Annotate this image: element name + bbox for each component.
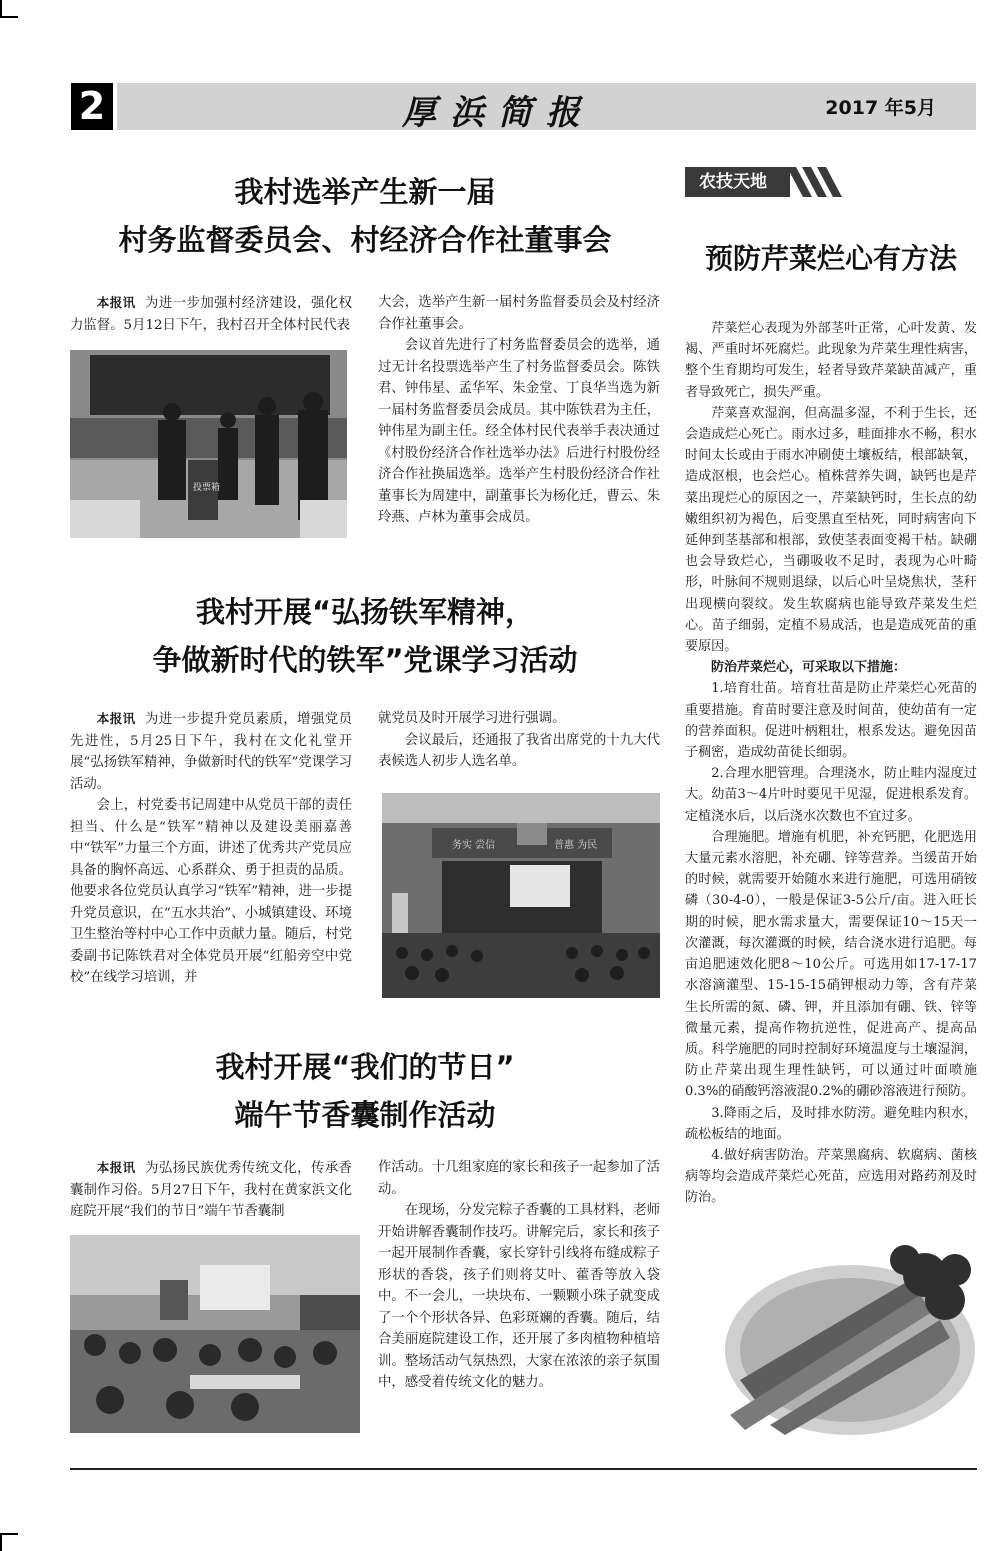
celery-image (700, 1240, 977, 1435)
sidebar-title: 预防芹菜烂心有方法 (704, 242, 957, 275)
article1-title-line2: 村务监督委员会、村经济合作社董事会 (118, 223, 612, 257)
article2-col1-text (70, 708, 352, 989)
issue-date: 2017 年5月 (825, 97, 936, 119)
article3-title (70, 1043, 660, 1139)
article3-title-line1: 我村开展“我们的节日” (215, 1050, 515, 1084)
article1-col2-text (378, 292, 660, 529)
measures-heading: 防治芹菜烂心，可采取以下措施： (711, 660, 907, 676)
article1-para: 为进一步加强村经济建设，强化权力监督。5月12日下午，我村召开全体村民代表 (70, 296, 352, 333)
article2-photo-lecture (382, 793, 660, 998)
sidebar-text (685, 318, 977, 1209)
masthead-bar (117, 83, 976, 133)
measure-2: 2.合理水肥管理。合理浇水，防止畦内湿度过大。幼苗3～4片叶时要见干见湿，促进根系发育。定植浇水后，以后浇水次数也不宜过多。 (685, 766, 977, 824)
celery-illustration (700, 1240, 977, 1435)
voting-photo-image (70, 350, 347, 538)
sidebar-para1: 芹菜烂心表现为外部茎叶正常，心叶发黄、发褐、严重时坏死腐烂。此现象为芹菜生理性病害，整个生育期均可发生，轻者导致芹菜缺苗减产，重者导致死亡，损失严重。 (685, 321, 977, 400)
article1-col1-text (70, 292, 352, 336)
article1-title (70, 168, 660, 264)
byline: 本报讯 (96, 711, 136, 726)
sidebar-para2: 芹菜喜欢湿润，但高温多湿，不利于生长，还会造成烂心死亡。雨水过多，畦面排水不畅，积水时间太长或由于雨水冲刷使土壤板结，根部缺氧，造成沤根，也会烂心。植株营养失调，缺钙也是芹菜出现烂心的原因之一，芹菜缺钙时，生长点的幼嫩组织初为褐色，后变黑直至枯死，同时病害向下延伸到茎基部和根部，致使茎表面变褐干枯。缺硼也会导致烂心，当硼吸收不足时，表现为心叶畸形，叶脉间不规则退绿，以后心叶呈烧焦状，茎秆出现横向裂纹。发生软腐病也能导致芹菜发生烂心。苗子细弱，定植不易成活，也是造成死苗的重要原因。 (685, 405, 977, 655)
article1-title-line1: 我村选举产生新一届 (234, 175, 496, 209)
crop-mark (0, 1533, 2, 1551)
byline: 本报讯 (96, 295, 136, 310)
crop-mark (0, 16, 18, 18)
article3-col2-text (378, 1157, 660, 1394)
lecture-banner-right: 普惠 为民 (554, 840, 598, 851)
article2-col2-para2: 会议最后，还通报了我省出席党的十九大代表候选人初步人选名单。 (378, 732, 660, 769)
crop-mark (0, 1533, 18, 1535)
page-number: 2 (71, 83, 113, 130)
article3-col1-text (70, 1157, 352, 1223)
article1-col2-para2: 会议首先进行了村务监督委员会的选举，通过无计名投票选举产生了村务监督委员会。陈铁君、钟伟星、孟华军、朱金堂、丁良华当选为新一届村务监督委员会成员。其中陈铁君为主任，钟伟星为副主任。经全体村民代表举手表决通过《村股份经济合作社选举办法》后进行村股份经济合作社换届选举。选举产生村股份经济合作社董事长为周建中，副董事长为杨化迁，曹云、朱玲燕、卢林为董事会成员。 (378, 338, 660, 525)
section-tag: 农技天地 (685, 167, 790, 197)
lecture-banner-left: 务实 尝信 (452, 840, 496, 851)
article3-photo-sachet (70, 1235, 360, 1433)
article2-col2-text (378, 708, 660, 773)
article3-col2-para1: 作活动。十几组家庭的家长和孩子一起参加了活动。 (378, 1160, 660, 1197)
bottom-rule (70, 1468, 977, 1470)
article2-title-line1: 我村开展“弘扬铁军精神， (195, 595, 535, 629)
article2-title-line2: 争做新时代的铁军”党课学习活动 (152, 643, 578, 677)
measure-2b: 合理施肥。增施有机肥，补充钙肥，化肥选用大量元素水溶肥，补充硼、锌等营养。当缓苗开始的时候，就需要开始随水来进行施肥，可选用硝铵磷（30-4-0），一般是保证3-5公斤/亩。进入旺长期的时候，肥水需求量大，需要保证10～15天一次灌溉，每次灌溉的时候，结合浇水进行追肥。每亩追肥速效化肥8～10公斤。可选用如17-17-17水溶滴灌型、15-15-15硝钾根动力等，含有芹菜生长所需的氮、磷、钾，并且添加有硼、铁、锌等微量元素，提高作物抗逆性，促进高产、提高品质。科学施肥的同时控制好环境温度与土壤湿润，防止芹菜出现生理性缺钙，可以通过叶面喷施0.3%的硝酸钙溶液混0.2%的硼砂溶液进行预防。 (685, 829, 977, 1100)
article2-para2: 会上，村党委书记周建中从党员干部的责任担当、什么是“铁军”精神以及建设美丽嘉善中“铁军”力量三个方面，讲述了优秀共产党员应具备的胸怀高远、心系群众、勇于担责的品质。他要求各位党员认真学习“铁军”精神，进一步提升党员意识，在“五水共治”、小城镇建设、环境卫生整治等村中心工作中贡献力量。随后，村党委副书记陈铁君对全体党员开展“红船旁空中党校”在线学习培训，并 (70, 798, 352, 985)
sachet-photo-image (70, 1235, 360, 1433)
ballot-box-label: 投票箱 (193, 483, 221, 493)
article3-col2-para2: 在现场，分发完粽子香囊的工具材料，老师开始讲解香囊制作技巧。讲解完后，家长和孩子一起开展制作香囊，家长穿针引线将布缝成粽子形状的香袋，孩子们则将艾叶、藿香等放入袋中。不一会儿，一块块布、一颗颗小珠子就变成了一个个形状各异、色彩斑斓的香囊。随后，结合美丽庭院建设工作，还开展了多肉植物种植培训。整场活动气氛热烈，大家在浓浓的亲子氛围中，感受着传统文化的魅力。 (378, 1203, 660, 1390)
measure-1: 1.培育壮苗。培育壮苗是防止芹菜烂心死苗的重要措施。育苗时要注意及时间苗，使幼苗有一定的营养面积。促进叶柄粗壮，根系发达。避免因苗子稠密，造成幼苗徒长细弱。 (685, 681, 977, 761)
measure-3: 3.降雨之后，及时排水防涝。避免畦内积水，疏松板结的地面。 (685, 1105, 977, 1142)
measure-4: 4.做好病害防治。芹菜黑腐病、软腐病、菌核病等均会造成芹菜烂心死苗，应选用对路药剂及时防治。 (685, 1147, 977, 1206)
article3-para1: 为弘扬民族优秀传统文化，传承香囊制作习俗。5月27日下午，我村在黄家浜文化庭院开展“我们的节日”端午节香囊制 (70, 1161, 352, 1219)
newspaper-name: 厚浜简报 (402, 93, 594, 133)
article1-photo-voting (70, 350, 347, 538)
article3-title-line2: 端午节香囊制作活动 (234, 1098, 496, 1132)
article1-col2-para1: 大会，选举产生新一届村务监督委员会及村经济合作社董事会。 (378, 295, 660, 332)
lecture-photo-image (382, 793, 660, 998)
byline: 本报讯 (96, 1160, 136, 1175)
article2-title (70, 588, 660, 684)
article2-para1: 为进一步提升党员素质，增强党员先进性，5月25日下午，我村在文化礼堂开展“弘扬铁军精神，争做新时代的铁军”党课学习活动。 (70, 712, 352, 792)
article2-col2-para1: 就党员及时开展学习进行强调。 (378, 711, 566, 726)
